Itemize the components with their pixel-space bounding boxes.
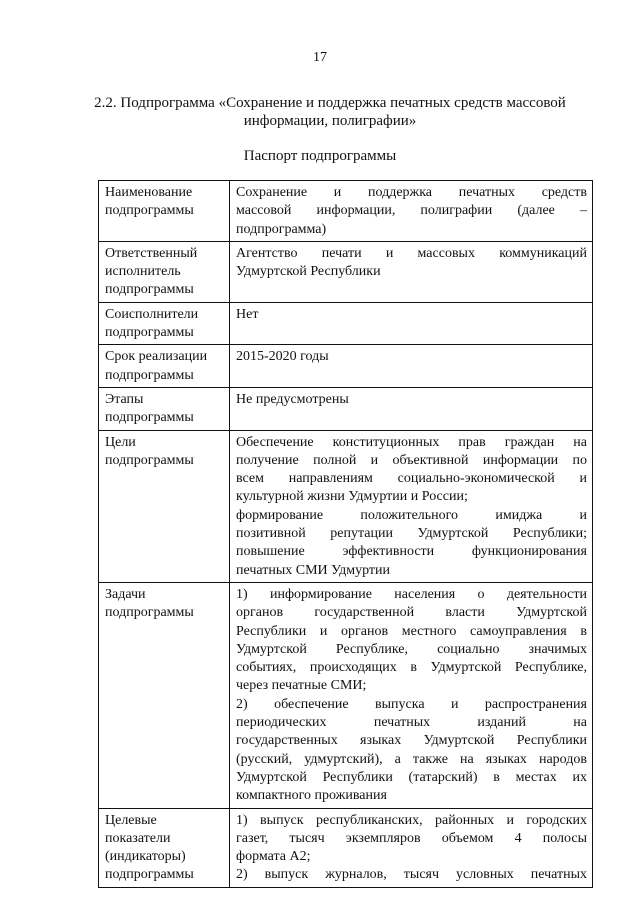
passport-row-responsible-executor — [99, 241, 593, 302]
label-line: подпрограммы — [105, 452, 194, 468]
passport-row-target-indicators — [99, 808, 593, 887]
value-line: формата А2; — [236, 849, 311, 865]
label-line: Ответственный — [105, 245, 198, 261]
page-number: 17 — [313, 50, 327, 65]
label-line: Этапы — [105, 391, 144, 407]
subprogram-passport-table — [98, 180, 593, 888]
row-label — [99, 808, 230, 887]
passport-title: Паспорт подпрограммы — [243, 148, 397, 164]
value-line: позитивной репутации Удмуртской Республики; — [236, 526, 587, 542]
label-line: подпрограммы — [105, 282, 194, 298]
value-line: подпрограмма) — [236, 221, 327, 237]
heading-line-2: информации, полиграфии» — [243, 113, 417, 129]
heading-line-1: 2.2. Подпрограмма «Сохранение и поддержка печатных средств массовой — [94, 95, 566, 111]
value-line: 2) обеспечение выпуска и распространения — [236, 696, 587, 712]
label-line: Целевые — [105, 812, 157, 828]
value-line: печатных СМИ Удмуртии — [236, 562, 391, 578]
passport-row-goals — [99, 430, 593, 582]
row-value — [230, 241, 593, 302]
label-line: подпрограммы — [105, 605, 194, 621]
subprogram-heading — [60, 94, 600, 130]
value-line: Республики и органов местного самоуправления в — [236, 623, 587, 639]
label-line: показатели — [105, 830, 171, 846]
value-line: газет, тысяч экземпляров объемом 4 полосы — [236, 830, 587, 846]
passport-row-implementation-period — [99, 345, 593, 388]
value-line: (русский, удмуртский), а также на языках народов — [236, 751, 587, 767]
row-label — [99, 302, 230, 345]
row-value — [230, 387, 593, 430]
value-line: 2015-2020 годы — [236, 349, 329, 365]
row-label — [99, 430, 230, 582]
passport-row-name — [99, 181, 593, 242]
value-line: Удмуртской Республики (татарский) в местах их — [236, 769, 587, 785]
row-value — [230, 345, 593, 388]
label-line: подпрограммы — [105, 203, 194, 219]
label-line: подпрограммы — [105, 325, 194, 341]
value-line: Агентство печати и массовых коммуникаций — [236, 245, 587, 261]
value-line: Удмуртской Республики — [236, 264, 381, 280]
row-value — [230, 808, 593, 887]
row-value — [230, 582, 593, 808]
value-line: формирование положительного имиджа и — [236, 507, 587, 523]
value-line: массовой информации, полиграфии (далее – — [236, 203, 587, 219]
value-line: культурной жизни Удмуртии и России; — [236, 489, 468, 505]
value-line: через печатные СМИ; — [236, 678, 367, 694]
value-line: 2) выпуск журналов, тысяч условных печатных — [236, 867, 587, 883]
value-line: периодических печатных изданий на — [236, 715, 587, 731]
label-line: Наименование — [105, 185, 193, 200]
label-line: Соисполнители — [105, 306, 199, 322]
label-line: (индикаторы) — [105, 849, 186, 865]
passport-row-stages — [99, 387, 593, 430]
row-value — [230, 302, 593, 345]
passport-table-body — [99, 181, 593, 888]
label-line: подпрограммы — [105, 867, 194, 883]
row-label — [99, 181, 230, 242]
value-line: событиях, происходящих в Удмуртской Республике, — [236, 660, 587, 676]
value-line: Обеспечение конституционных прав граждан на — [236, 434, 587, 450]
value-line: повышение эффективности функционирования — [236, 544, 587, 560]
label-line: Задачи — [105, 586, 146, 602]
value-line: 1) информирование населения о деятельности — [236, 586, 587, 602]
row-label — [99, 387, 230, 430]
value-line: Сохранение и поддержка печатных средств — [236, 185, 587, 200]
row-value — [230, 430, 593, 582]
value-line: всем направлениям социально-экономической и — [236, 471, 587, 487]
label-line: исполнитель — [105, 264, 181, 280]
label-line: подпрограммы — [105, 410, 194, 426]
value-line: государственных языках Удмуртской Республики — [236, 733, 587, 749]
label-line: Срок реализации — [105, 349, 208, 365]
value-line: Не предусмотрены — [236, 391, 349, 407]
value-line: получение полной и объективной информации по — [236, 452, 587, 468]
label-line: Цели — [105, 434, 136, 450]
value-line: Нет — [236, 306, 259, 322]
row-label — [99, 241, 230, 302]
row-label — [99, 345, 230, 388]
value-line: 1) выпуск республиканских, районных и городских — [236, 812, 587, 828]
value-line: компактного проживания — [236, 788, 387, 804]
label-line: подпрограммы — [105, 367, 194, 383]
value-line: Удмуртской Республике, социально значимых — [236, 641, 587, 657]
passport-row-tasks — [99, 582, 593, 808]
row-value — [230, 181, 593, 242]
value-line: органов государственной власти Удмуртской — [236, 605, 587, 621]
row-label — [99, 582, 230, 808]
passport-row-co-executors — [99, 302, 593, 345]
